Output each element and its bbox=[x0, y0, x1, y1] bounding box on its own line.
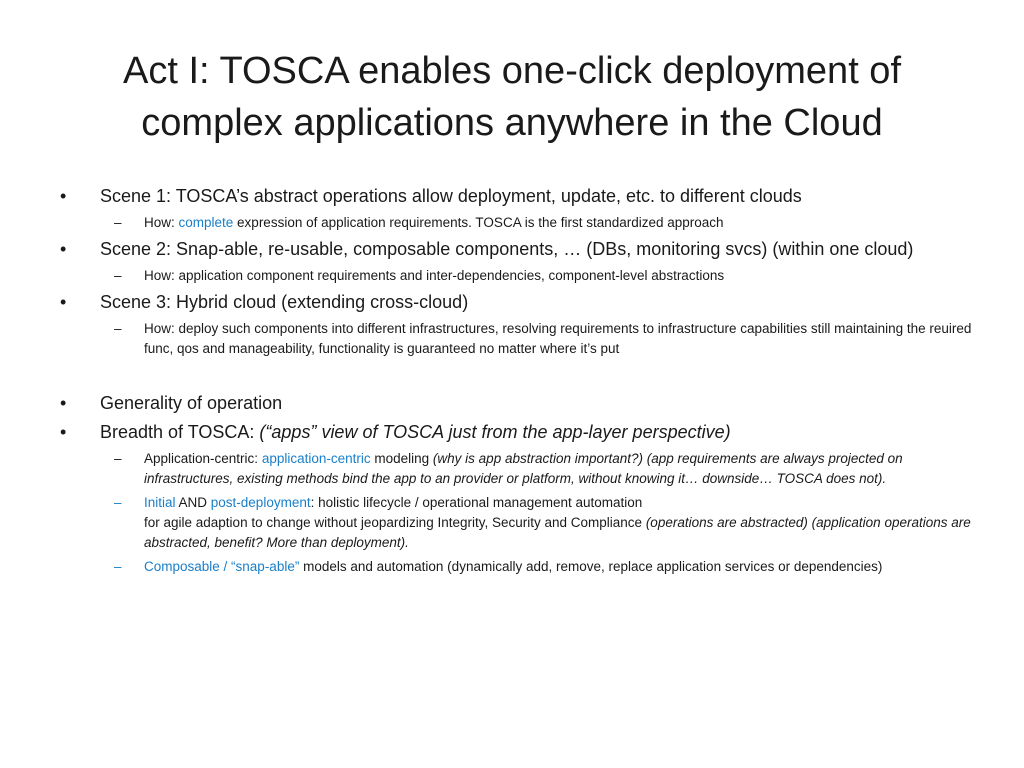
dash-marker: – bbox=[114, 268, 122, 283]
highlight-complete: complete bbox=[178, 215, 234, 230]
title-line-2: complex applications anywhere in the Cloud bbox=[141, 102, 883, 144]
dash-marker: – bbox=[114, 321, 122, 336]
dash-marker: – bbox=[114, 495, 122, 510]
sub-text: How: application component requirements and inter-dependencies, component-level abstractions bbox=[144, 268, 725, 283]
dash-marker: – bbox=[114, 215, 122, 230]
sub-text: How: deploy such components into different infrastructures, resolving requirements to infrastructure capabilities still maintaining the reuired func, qos and manageability, functionality is guaranteed no matter where it’s put bbox=[144, 321, 972, 356]
highlight-composable: Composable / “snap-able” bbox=[144, 559, 300, 574]
bullet-marker: • bbox=[60, 239, 67, 259]
bullet-text-italic: (“apps” view of TOSCA just from the app-layer perspective) bbox=[259, 422, 731, 442]
bullet-breadth bbox=[60, 420, 980, 445]
sub-text-italic: (operations are abstracted) (application operations are abstracted, benefit? More than deployment). bbox=[144, 515, 971, 550]
bullet-text: Scene 2: Snap-able, re-usable, composable components, … (DBs, monitoring svcs) (within one cloud) bbox=[100, 239, 914, 259]
sub-bullet-composable bbox=[114, 557, 980, 577]
sub-text-prefix: How: bbox=[144, 215, 179, 230]
sub-text-rest: : holistic lifecycle / operational management automation bbox=[310, 495, 643, 510]
sub-text-line-2: for agile adaption to change without jeopardizing Integrity, Security and Compliance bbox=[144, 515, 646, 530]
highlight-post-deployment: post-deployment bbox=[210, 495, 311, 510]
sub-bullet-scene-2 bbox=[114, 266, 980, 286]
sub-text-and: AND bbox=[175, 495, 211, 510]
spacer bbox=[60, 363, 980, 391]
bullet-scene-1 bbox=[60, 184, 980, 209]
bullet-marker: • bbox=[60, 393, 67, 413]
bullet-marker: • bbox=[60, 186, 67, 206]
dash-marker: – bbox=[114, 559, 122, 574]
bullet-generality bbox=[60, 391, 980, 416]
bullet-marker: • bbox=[60, 292, 67, 312]
sub-bullet-scene-3 bbox=[114, 319, 980, 359]
sub-bullet-initial bbox=[114, 493, 980, 553]
dash-marker: – bbox=[114, 451, 122, 466]
bullet-text: Scene 1: TOSCA’s abstract operations allow deployment, update, etc. to different clouds bbox=[100, 186, 802, 206]
slide-title bbox=[40, 45, 984, 149]
sub-text-rest: expression of application requirements. TOSCA is the first standardized approach bbox=[233, 215, 724, 230]
sub-bullet-scene-1 bbox=[114, 213, 980, 233]
highlight-initial: Initial bbox=[144, 495, 176, 510]
bullet-text: Scene 3: Hybrid cloud (extending cross-cloud) bbox=[100, 292, 469, 312]
bullet-scene-3 bbox=[60, 290, 980, 315]
bullet-marker: • bbox=[60, 422, 67, 442]
bullet-scene-2 bbox=[60, 237, 980, 262]
slide-body bbox=[60, 184, 980, 581]
bullet-text-prefix: Breadth of TOSCA: bbox=[100, 422, 260, 442]
title-line-1: Act I: TOSCA enables one-click deployment of bbox=[123, 50, 901, 92]
bullet-text: Generality of operation bbox=[100, 393, 283, 413]
sub-text-rest: models and automation (dynamically add, remove, replace application services or dependencies) bbox=[299, 559, 883, 574]
sub-bullet-app-centric bbox=[114, 449, 980, 489]
sub-text-prefix: Application-centric: bbox=[144, 451, 262, 466]
sub-text-italic: (why is app abstraction important?) (app requirements are always projected on infrastructures, existing methods bind the app to an provider or platform, without knowing it… downside… TOSCA does not). bbox=[144, 451, 903, 486]
sub-text-mid: modeling bbox=[370, 451, 433, 466]
highlight-application-centric: application-centric bbox=[261, 451, 371, 466]
